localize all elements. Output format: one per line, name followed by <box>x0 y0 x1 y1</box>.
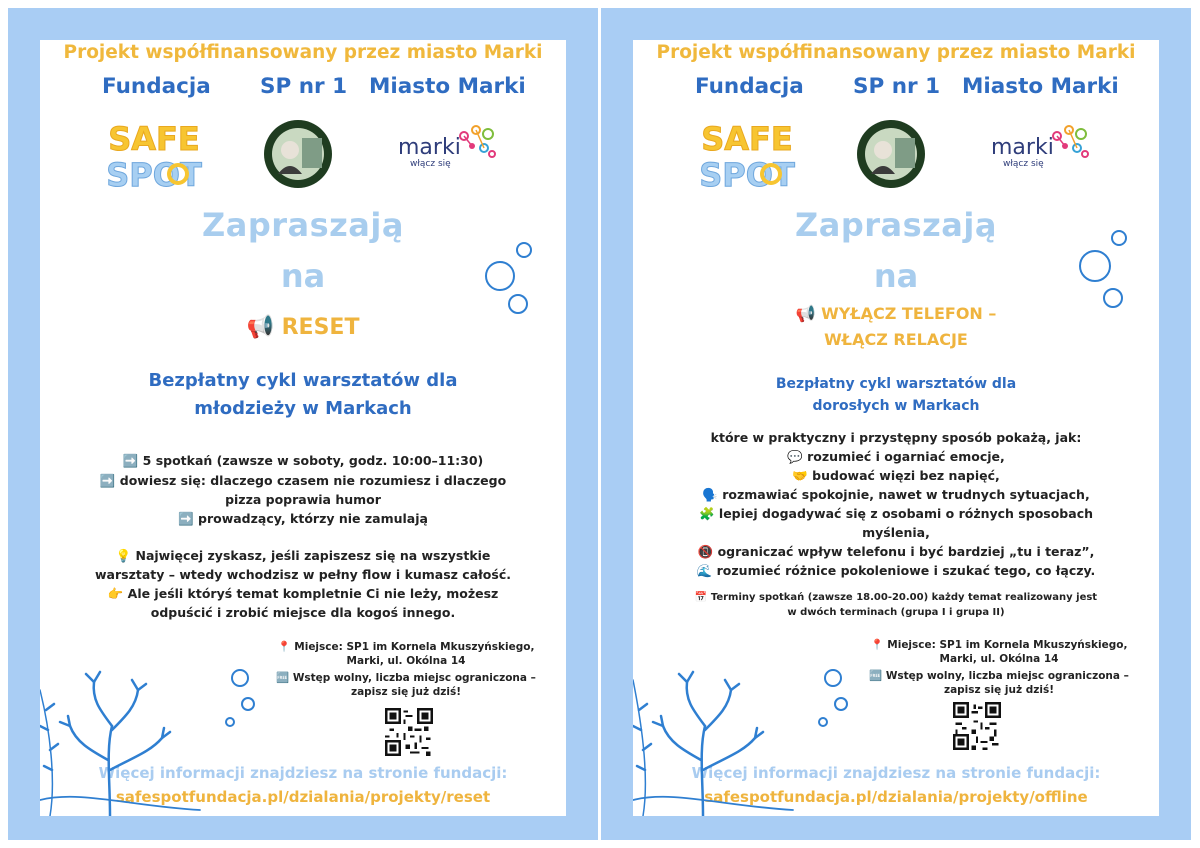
speaking-head-icon: 🗣️ <box>702 487 718 502</box>
workshop-title: 📢 RESET <box>246 315 360 340</box>
partner-miasto-marki: Miasto Marki <box>369 74 526 99</box>
bullet-item: ➡️ dowiesz się: dlaczego czasem nie rozumiesz i dlaczego <box>99 473 507 488</box>
place-line: Marki, ul. Okólna 14 <box>346 655 466 667</box>
safe-text: SAFE <box>701 120 793 158</box>
partner-sp1: SP nr 1 <box>853 74 941 99</box>
lightbulb-icon: 💡 <box>115 548 132 563</box>
place-line: 🆓 Wstęp wolny, liczba miejsc ograniczona – <box>869 670 1129 682</box>
schedule-line: w dwóch terminach (grupa I i grupa II) <box>787 607 1005 618</box>
qr-code[interactable] <box>385 708 433 756</box>
partner-sp1: SP nr 1 <box>260 74 348 99</box>
more-info-text: Więcej informacji znajdziesz na stronie fundacji: <box>691 764 1101 782</box>
tip-line: odpuścić i zrobić miejsce dla kogoś innego. <box>150 605 456 620</box>
cofinanced-header: Projekt współfinansowany przez miasto Marki <box>656 42 1136 63</box>
place-line: 📍 Miejsce: SP1 im Kornela Mkuszyńskiego, <box>870 639 1128 651</box>
bullet-item: 🌊 rozumieć różnice pokoleniowe i szukać tego, co łączy. <box>696 563 1096 578</box>
wave-icon: 🌊 <box>696 563 713 578</box>
bullet-item: ➡️ 5 spotkań (zawsze w soboty, godz. 10:00–11:30) <box>122 453 484 468</box>
marki-tagline: włącz się <box>410 159 451 169</box>
bullet-item: 🧩 lepiej dogadywać się z osobami o różnych sposobach <box>698 506 1094 521</box>
school-emblem <box>262 118 334 190</box>
bullet-item-cont: pizza poprawia humor <box>225 492 381 507</box>
invite-line-2: na <box>280 257 326 295</box>
free-icon: 🆓 <box>869 670 883 682</box>
small-bubbles-decoration <box>220 660 270 730</box>
calendar-icon: 📅 <box>694 592 708 603</box>
marki-wordmark: marki <box>991 135 1054 160</box>
marki-wordmark: marki <box>398 135 461 160</box>
bullet-item: 🗣️ rozmawiać spokojnie, nawet w trudnych sytuacjach, <box>702 487 1090 502</box>
workshop-title-line-1: 📢 WYŁĄCZ TELEFON – <box>795 304 997 323</box>
spot-text: SPOT <box>106 156 202 190</box>
arrow-right-icon: ➡️ <box>122 453 139 468</box>
place-line: 📍 Miejsce: SP1 im Kornela Mkuszyńskiego, <box>277 641 535 653</box>
speech-bubble-icon: 💬 <box>787 449 803 464</box>
poster-reset <box>40 40 566 816</box>
safe-spot-logo <box>695 118 805 190</box>
pointing-hand-icon: 👉 <box>107 586 124 601</box>
poster-offline <box>633 40 1159 816</box>
qr-code[interactable] <box>953 702 1001 750</box>
megaphone-icon: 📢 <box>246 315 274 340</box>
handshake-icon: 🤝 <box>792 468 808 483</box>
bullet-item-cont: myślenia, <box>862 525 930 540</box>
subtitle-line-1: Bezpłatny cykl warsztatów dla <box>775 376 1017 392</box>
spot-text: SPOT <box>699 156 795 190</box>
pin-icon: 📍 <box>870 639 884 651</box>
bullet-item: ➡️ prowadzący, którzy nie zamulają <box>178 511 428 526</box>
coral-decoration <box>40 630 220 816</box>
bullet-item: 📵 ograniczać wpływ telefonu i być bardziej „tu i teraz”, <box>697 544 1095 559</box>
partner-miasto-marki: Miasto Marki <box>962 74 1119 99</box>
school-emblem <box>855 118 927 190</box>
place-line: zapisz się już dziś! <box>350 686 462 698</box>
logo-row <box>633 118 1159 194</box>
subtitle-line-2: młodzieży w Markach <box>194 398 412 419</box>
megaphone-icon: 📢 <box>795 304 816 323</box>
invite-line-2: na <box>873 257 919 295</box>
small-bubbles-decoration <box>813 660 863 730</box>
project-link[interactable]: safespotfundacja.pl/dzialania/projekty/reset <box>115 788 491 806</box>
more-info-text: Więcej informacji znajdziesz na stronie fundacji: <box>98 764 508 782</box>
place-line: 🆓 Wstęp wolny, liczba miejsc ograniczona – <box>276 672 536 684</box>
tip-line: 💡 Najwięcej zyskasz, jeśli zapiszesz się na wszystkie <box>115 548 491 563</box>
bubbles-decoration <box>1075 226 1135 310</box>
bullet-item: 💬 rozumieć i ogarniać emocje, <box>787 449 1005 464</box>
subtitle-line-1: Bezpłatny cykl warsztatów dla <box>148 370 458 391</box>
safe-text: SAFE <box>108 120 200 158</box>
place-line: zapisz się już dziś! <box>943 684 1055 696</box>
coral-decoration <box>633 630 813 816</box>
subtitle-line-2: dorosłych w Markach <box>812 398 980 414</box>
safe-spot-logo <box>102 118 212 190</box>
puzzle-icon: 🧩 <box>698 506 715 521</box>
poster-frame-offline <box>601 8 1191 840</box>
no-phone-icon: 📵 <box>697 544 714 559</box>
logo-row <box>40 118 566 194</box>
pin-icon: 📍 <box>277 641 291 653</box>
marki-logo <box>394 118 504 178</box>
bullet-item: 🤝 budować więzi bez napięć, <box>792 468 1000 483</box>
partner-fundacja: Fundacja <box>102 74 211 99</box>
arrow-right-icon: ➡️ <box>178 511 194 526</box>
partner-fundacja: Fundacja <box>695 74 804 99</box>
schedule-line: 📅 Terminy spotkań (zawsze 18.00-20.00) każdy temat realizowany jest <box>694 592 1098 603</box>
poster-frame-reset <box>8 8 598 840</box>
invite-line-1: Zapraszają <box>202 206 404 244</box>
invite-line-1: Zapraszają <box>795 206 997 244</box>
bubbles-decoration <box>482 240 542 320</box>
cofinanced-header: Projekt współfinansowany przez miasto Marki <box>63 42 543 63</box>
workshop-title-line-2: WŁĄCZ RELACJE <box>824 330 968 349</box>
tip-line: warsztaty – wtedy wchodzisz w pełny flow i kumasz całość. <box>95 567 511 582</box>
project-link[interactable]: safespotfundacja.pl/dzialania/projekty/offline <box>704 788 1088 806</box>
tip-line: 👉 Ale jeśli któryś temat kompletnie Ci nie leży, możesz <box>107 586 499 601</box>
intro-text: które w praktyczny i przystępny sposób pokażą, jak: <box>710 430 1082 445</box>
place-line: Marki, ul. Okólna 14 <box>939 653 1059 665</box>
marki-tagline: włącz się <box>1003 159 1044 169</box>
free-icon: 🆓 <box>276 672 290 684</box>
arrow-right-icon: ➡️ <box>99 473 116 488</box>
marki-logo <box>987 118 1097 178</box>
